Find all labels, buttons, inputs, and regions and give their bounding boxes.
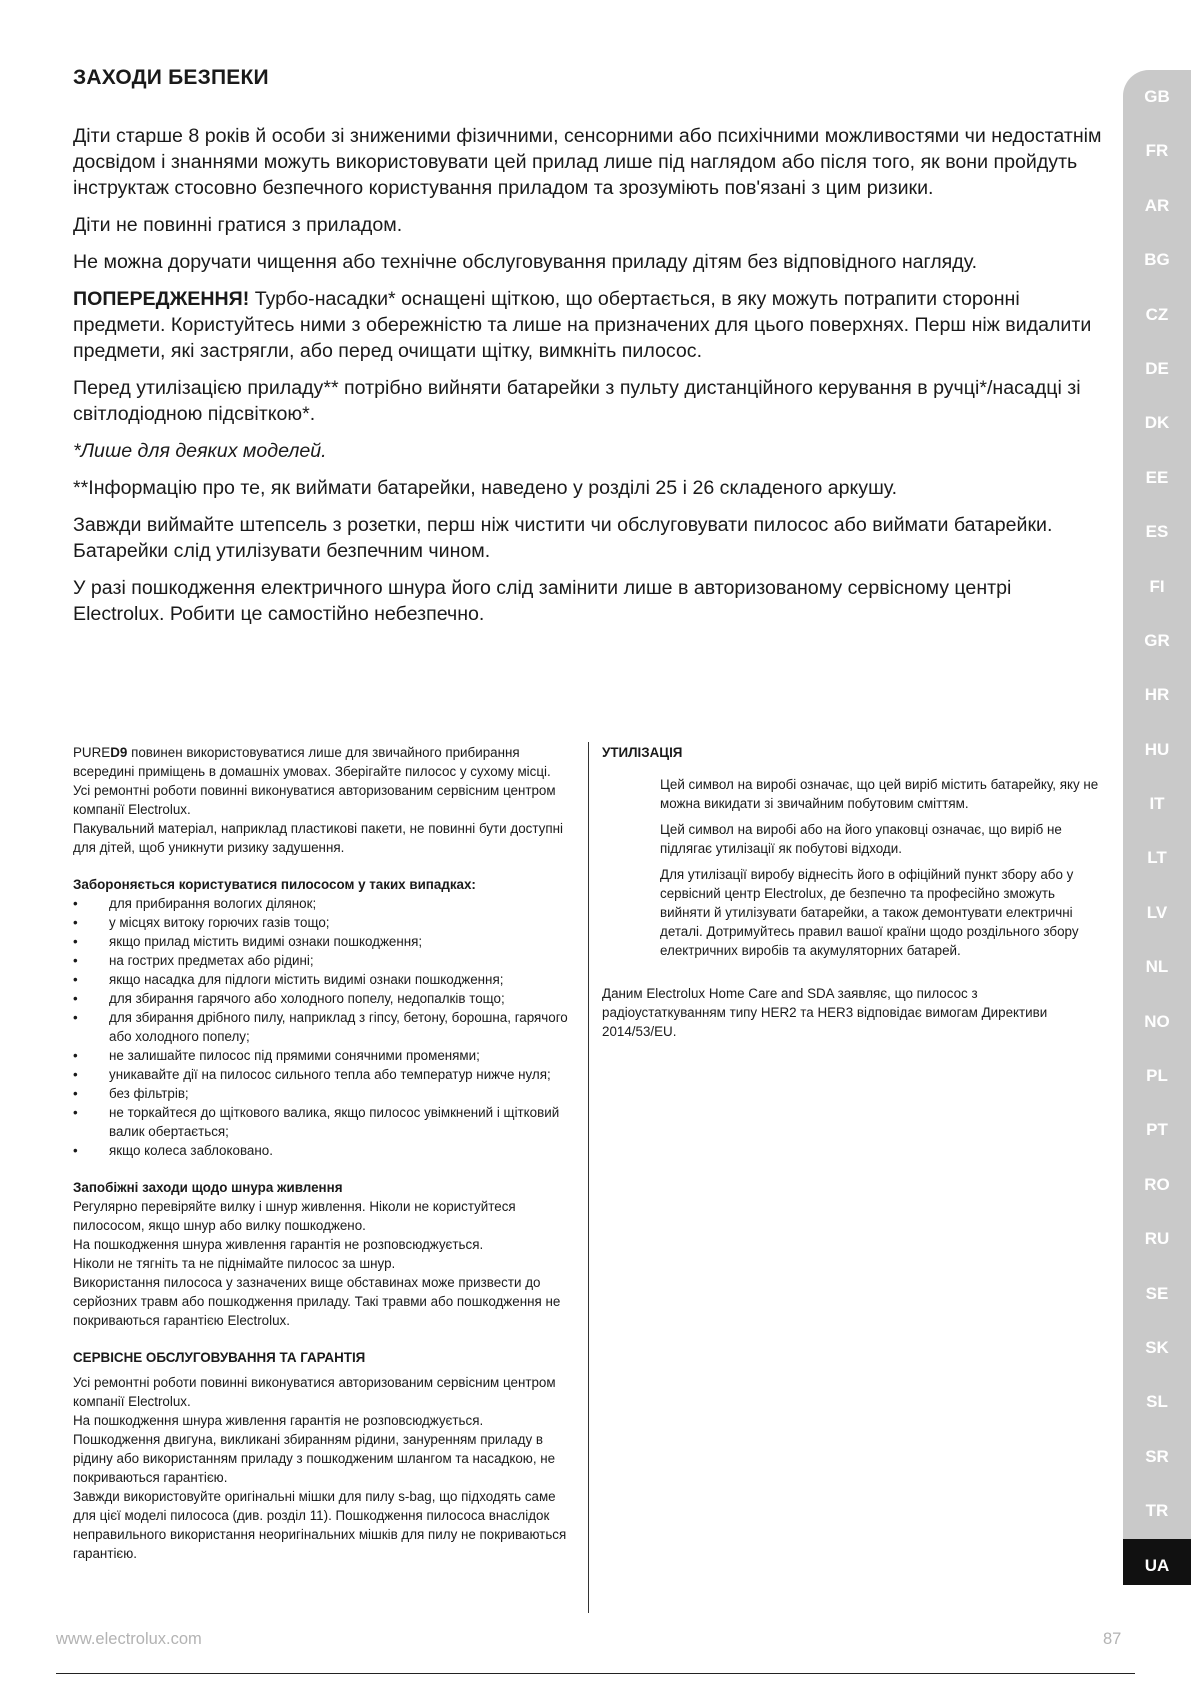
prohibited-item-text: для прибирання вологих ділянок; — [109, 896, 317, 911]
prohibited-item — [73, 1141, 575, 1160]
language-tab-fr[interactable]: FR — [1145, 141, 1169, 161]
language-tab-sr[interactable]: SR — [1145, 1446, 1169, 1466]
intro-battery-info: **Інформацію про те, як виймати батарейки, наведено у розділі 25 і 26 складеного аркушу. — [73, 477, 898, 499]
repairs-paragraph: Усі ремонтні роботи повинні виконуватися авторизованим сервісним центром компанії Electrolux. — [73, 783, 556, 817]
bullet: • — [73, 1086, 78, 1101]
language-tab-pl[interactable]: PL — [1146, 1066, 1168, 1086]
prohibited-item — [73, 913, 575, 932]
warning-text: Турбо-насадки* оснащені щіткою, що обертається, в яку можуть потрапити сторонні предмети. Користуйтесь ними з обережністю та лише на призначених для цього поверхнях. Перш ніж видалити предмети, які застрягли, або перед очищати щітку, вимкніть пилосос. — [73, 288, 1092, 362]
cord-line: На пошкодження шнура живлення гарантія не розповсюджується. — [73, 1237, 484, 1252]
language-tab-ee[interactable]: EE — [1145, 467, 1169, 487]
prohibited-item — [73, 1084, 575, 1103]
language-tab-es[interactable]: ES — [1145, 522, 1169, 542]
prohibited-item-text: якщо прилад містить видимі ознаки пошкодження; — [109, 934, 423, 949]
language-tab-pt[interactable]: PT — [1146, 1120, 1168, 1140]
language-tab-hr[interactable]: HR — [1144, 685, 1170, 705]
page-title: ЗАХОДИ БЕЗПЕКИ — [73, 66, 269, 89]
language-tab-sl[interactable]: SL — [1146, 1392, 1168, 1412]
prohibited-item-text: якщо колеса заблоковано. — [109, 1143, 273, 1158]
language-tab-bg[interactable]: BG — [1144, 250, 1170, 270]
bullet: • — [73, 972, 78, 987]
bullet: • — [73, 1143, 78, 1158]
battery-symbol-text: Цей символ на виробі означає, що цей виріб містить батарейку, яку не можна викидати зі звичайним побутовим сміттям. — [660, 777, 1099, 811]
service-warranty — [73, 1373, 575, 1563]
language-tab-se[interactable]: SE — [1145, 1283, 1169, 1303]
page-number: 87 — [1103, 1630, 1122, 1648]
prohibited-item-text: якщо насадка для підлоги містить видимі ознаки пошкодження; — [109, 972, 504, 987]
prohibited-item-text: для збирання дрібного пилу, наприклад з гіпсу, бетону, борошна, гарячого або холодного попелу; — [109, 1010, 568, 1044]
bullet: • — [73, 1048, 78, 1063]
prohibited-item-text: не торкайтеся до щіткового валика, якщо пилосос увімкнений і щітковий валик обертається; — [109, 1105, 560, 1139]
prohibited-item — [73, 894, 575, 913]
language-tab-ua[interactable]: UA — [1123, 1539, 1191, 1585]
intro-children-supervision: Діти старше 8 років й особи зі зниженими фізичними, сенсорними або психічними можливостями чи недостатнім досвідом і знаннями можуть використовувати цей прилад лише під наглядом або після того, як вони пройдуть інструктаж стосовно безпечного користування приладом та зрозуміють пов'язані з цим ризики. — [73, 125, 1102, 199]
prohibited-item-text: уникавайте дії на пилосос сильного тепла або температур нижче нуля; — [109, 1067, 551, 1082]
language-tab-ru[interactable]: RU — [1144, 1229, 1170, 1249]
intro-battery-removal: Перед утилізацією приладу** потрібно вийняти батарейки з пульту дистанційного керування в ручці*/насадці зі світлодіодною підсвіткою*. — [73, 377, 1081, 425]
intro-models-note: *Лише для деяких моделей. — [73, 440, 327, 462]
cord-line: Використання пилососа у зазначених вище обставинах може призвести до серйозних травм або пошкодження приладу. Такі травми або пошкодження не покриваються гарантією Electrolux. — [73, 1275, 561, 1328]
safety-intro — [73, 123, 1108, 638]
conformity-declaration: Даним Electrolux Home Care and SDA заявляє, що пилосос з радіоустаткуванням типу HER2 та HER3 відповідає вимогам Директиви 2014/53/EU. — [602, 986, 1048, 1039]
language-tab-it[interactable]: IT — [1149, 794, 1165, 814]
bullet: • — [73, 953, 78, 968]
column-divider — [588, 742, 589, 1613]
prohibited-item — [73, 1103, 575, 1141]
bottom-rule — [56, 1673, 1135, 1674]
language-tab-de[interactable]: DE — [1145, 358, 1169, 378]
left-column — [73, 743, 575, 1563]
prohibited-item — [73, 1046, 575, 1065]
right-column — [602, 743, 1102, 1041]
usage-paragraph — [73, 743, 575, 781]
prohibited-item — [73, 970, 575, 989]
packaging-paragraph: Пакувальний матеріал, наприклад пластикові пакети, не повинні бути доступні для дітей, щоб уникнути ризику задушення. — [73, 821, 563, 855]
service-line: Усі ремонтні роботи повинні виконуватися авторизованим сервісним центром компанії Electrolux. — [73, 1375, 556, 1409]
language-tabs — [1123, 70, 1191, 1585]
language-tab-hu[interactable]: HU — [1144, 739, 1170, 759]
prohibited-list — [73, 894, 575, 1160]
prohibited-item-text: на гострих предметах або рідині; — [109, 953, 314, 968]
intro-warning — [73, 286, 1108, 364]
bullet: • — [73, 896, 78, 911]
prohibited-item-text: без фільтрів; — [109, 1086, 189, 1101]
language-tab-cz[interactable]: CZ — [1145, 304, 1169, 324]
disposal-instructions: Для утилізації виробу віднесіть його в офіційний пункт збору або у сервісний центр Electrolux, де безпечно та професійно зможуть вийняти й утилізувати батарейки, а також демонтувати електричні деталі. Дотримуйтесь правил вашої країни щодо роздільного збору електричних виробів та акумуляторних батарей. — [660, 867, 1079, 958]
bullet: • — [73, 991, 78, 1006]
language-tab-lt[interactable]: LT — [1147, 848, 1167, 868]
warning-label: ПОПЕРЕДЖЕННЯ! — [73, 288, 250, 310]
footer-url[interactable]: www.electrolux.com — [56, 1630, 202, 1648]
language-tab-gb[interactable]: GB — [1144, 87, 1170, 106]
language-tab-ar[interactable]: AR — [1144, 195, 1170, 215]
service-line: На пошкодження шнура живлення гарантія не розповсюджується. — [73, 1413, 484, 1428]
usage-text: повинен використовуватися лише для звичайного прибирання всередині приміщень в домашніх умовах. Зберігайте пилосос у сухому місці. — [73, 745, 551, 779]
cord-heading: Запобіжні заходи щодо шнура живлення — [73, 1180, 343, 1195]
weee-symbol-text: Цей символ на виробі або на його упаковці означає, що виріб не підлягає утилізації як побутові відходи. — [660, 822, 1062, 856]
intro-unplug: Завжди виймайте штепсель з розетки, перш ніж чистити чи обслуговувати пилосос або виймати батарейки. Батарейки слід утилізувати безпечним чином. — [73, 514, 1053, 562]
brand-prefix: PURE — [73, 745, 111, 760]
prohibited-item — [73, 989, 575, 1008]
intro-no-play: Діти не повинні гратися з приладом. — [73, 214, 403, 236]
prohibited-item-text: не залишайте пилосос під прямими сонячними променями; — [109, 1048, 480, 1063]
prohibited-heading: Забороняється користуватися пилососом у таких випадках: — [73, 877, 476, 892]
prohibited-item — [73, 1008, 575, 1046]
language-tab-gr[interactable]: GR — [1144, 630, 1170, 650]
cord-line: Регулярно перевіряйте вилку і шнур живлення. Ніколи не користуйтеся пилососом, якщо шнур або вилку пошкоджено. — [73, 1199, 516, 1233]
service-line: Пошкодження двигуна, викликані збиранням рідини, зануренням приладу в рідину або використанням приладу з пошкодженим шлангом та насадкою, не покриваються гарантією. — [73, 1432, 556, 1485]
language-tab-tr[interactable]: TR — [1145, 1501, 1169, 1521]
bullet: • — [73, 934, 78, 949]
language-tab-fi[interactable]: FI — [1149, 576, 1165, 596]
language-tab-dk[interactable]: DK — [1144, 413, 1170, 433]
cord-line: Ніколи не тягніть та не піднімайте пилосос за шнур. — [73, 1256, 396, 1271]
bullet: • — [73, 1105, 78, 1120]
language-tab-ro[interactable]: RO — [1144, 1174, 1170, 1194]
brand-model: D9 — [110, 745, 128, 760]
language-tab-nl[interactable]: NL — [1145, 957, 1169, 977]
service-heading: СЕРВІСНЕ ОБСЛУГОВУВАННЯ ТА ГАРАНТІЯ — [73, 1350, 366, 1365]
language-tab-lv[interactable]: LV — [1146, 902, 1168, 922]
bullet: • — [73, 915, 78, 930]
prohibited-item-text: для збирання гарячого або холодного попелу, недопалків тощо; — [109, 991, 505, 1006]
cord-precautions — [73, 1197, 575, 1330]
language-tab-sk[interactable]: SK — [1145, 1337, 1169, 1357]
prohibited-item-text: у місцях витоку горючих газів тощо; — [109, 915, 330, 930]
prohibited-item — [73, 951, 575, 970]
prohibited-item — [73, 1065, 575, 1084]
intro-cord-replacement: У разі пошкодження електричного шнура його слід замінити лише в авторизованому сервісному центрі Electrolux. Робити це самостійно небезпечно. — [73, 577, 1012, 625]
bullet: • — [73, 1067, 78, 1082]
bullet: • — [73, 1010, 78, 1025]
disposal-heading: УТИЛІЗАЦІЯ — [602, 745, 683, 760]
language-tab-no[interactable]: NO — [1144, 1011, 1170, 1031]
service-line: Завжди використовуйте оригінальні мішки для пилу s-bag, що підходять саме для цієї моделі пилососа (див. розділ 11). Пошкодження пилососа внаслідок неправильного використання неоригінальних мішків для пилу не покриваються гарантією. — [73, 1489, 567, 1561]
prohibited-item — [73, 932, 575, 951]
intro-no-cleaning-by-children: Не можна доручати чищення або технічне обслуговування приладу дітям без відповідного нагляду. — [73, 251, 978, 273]
